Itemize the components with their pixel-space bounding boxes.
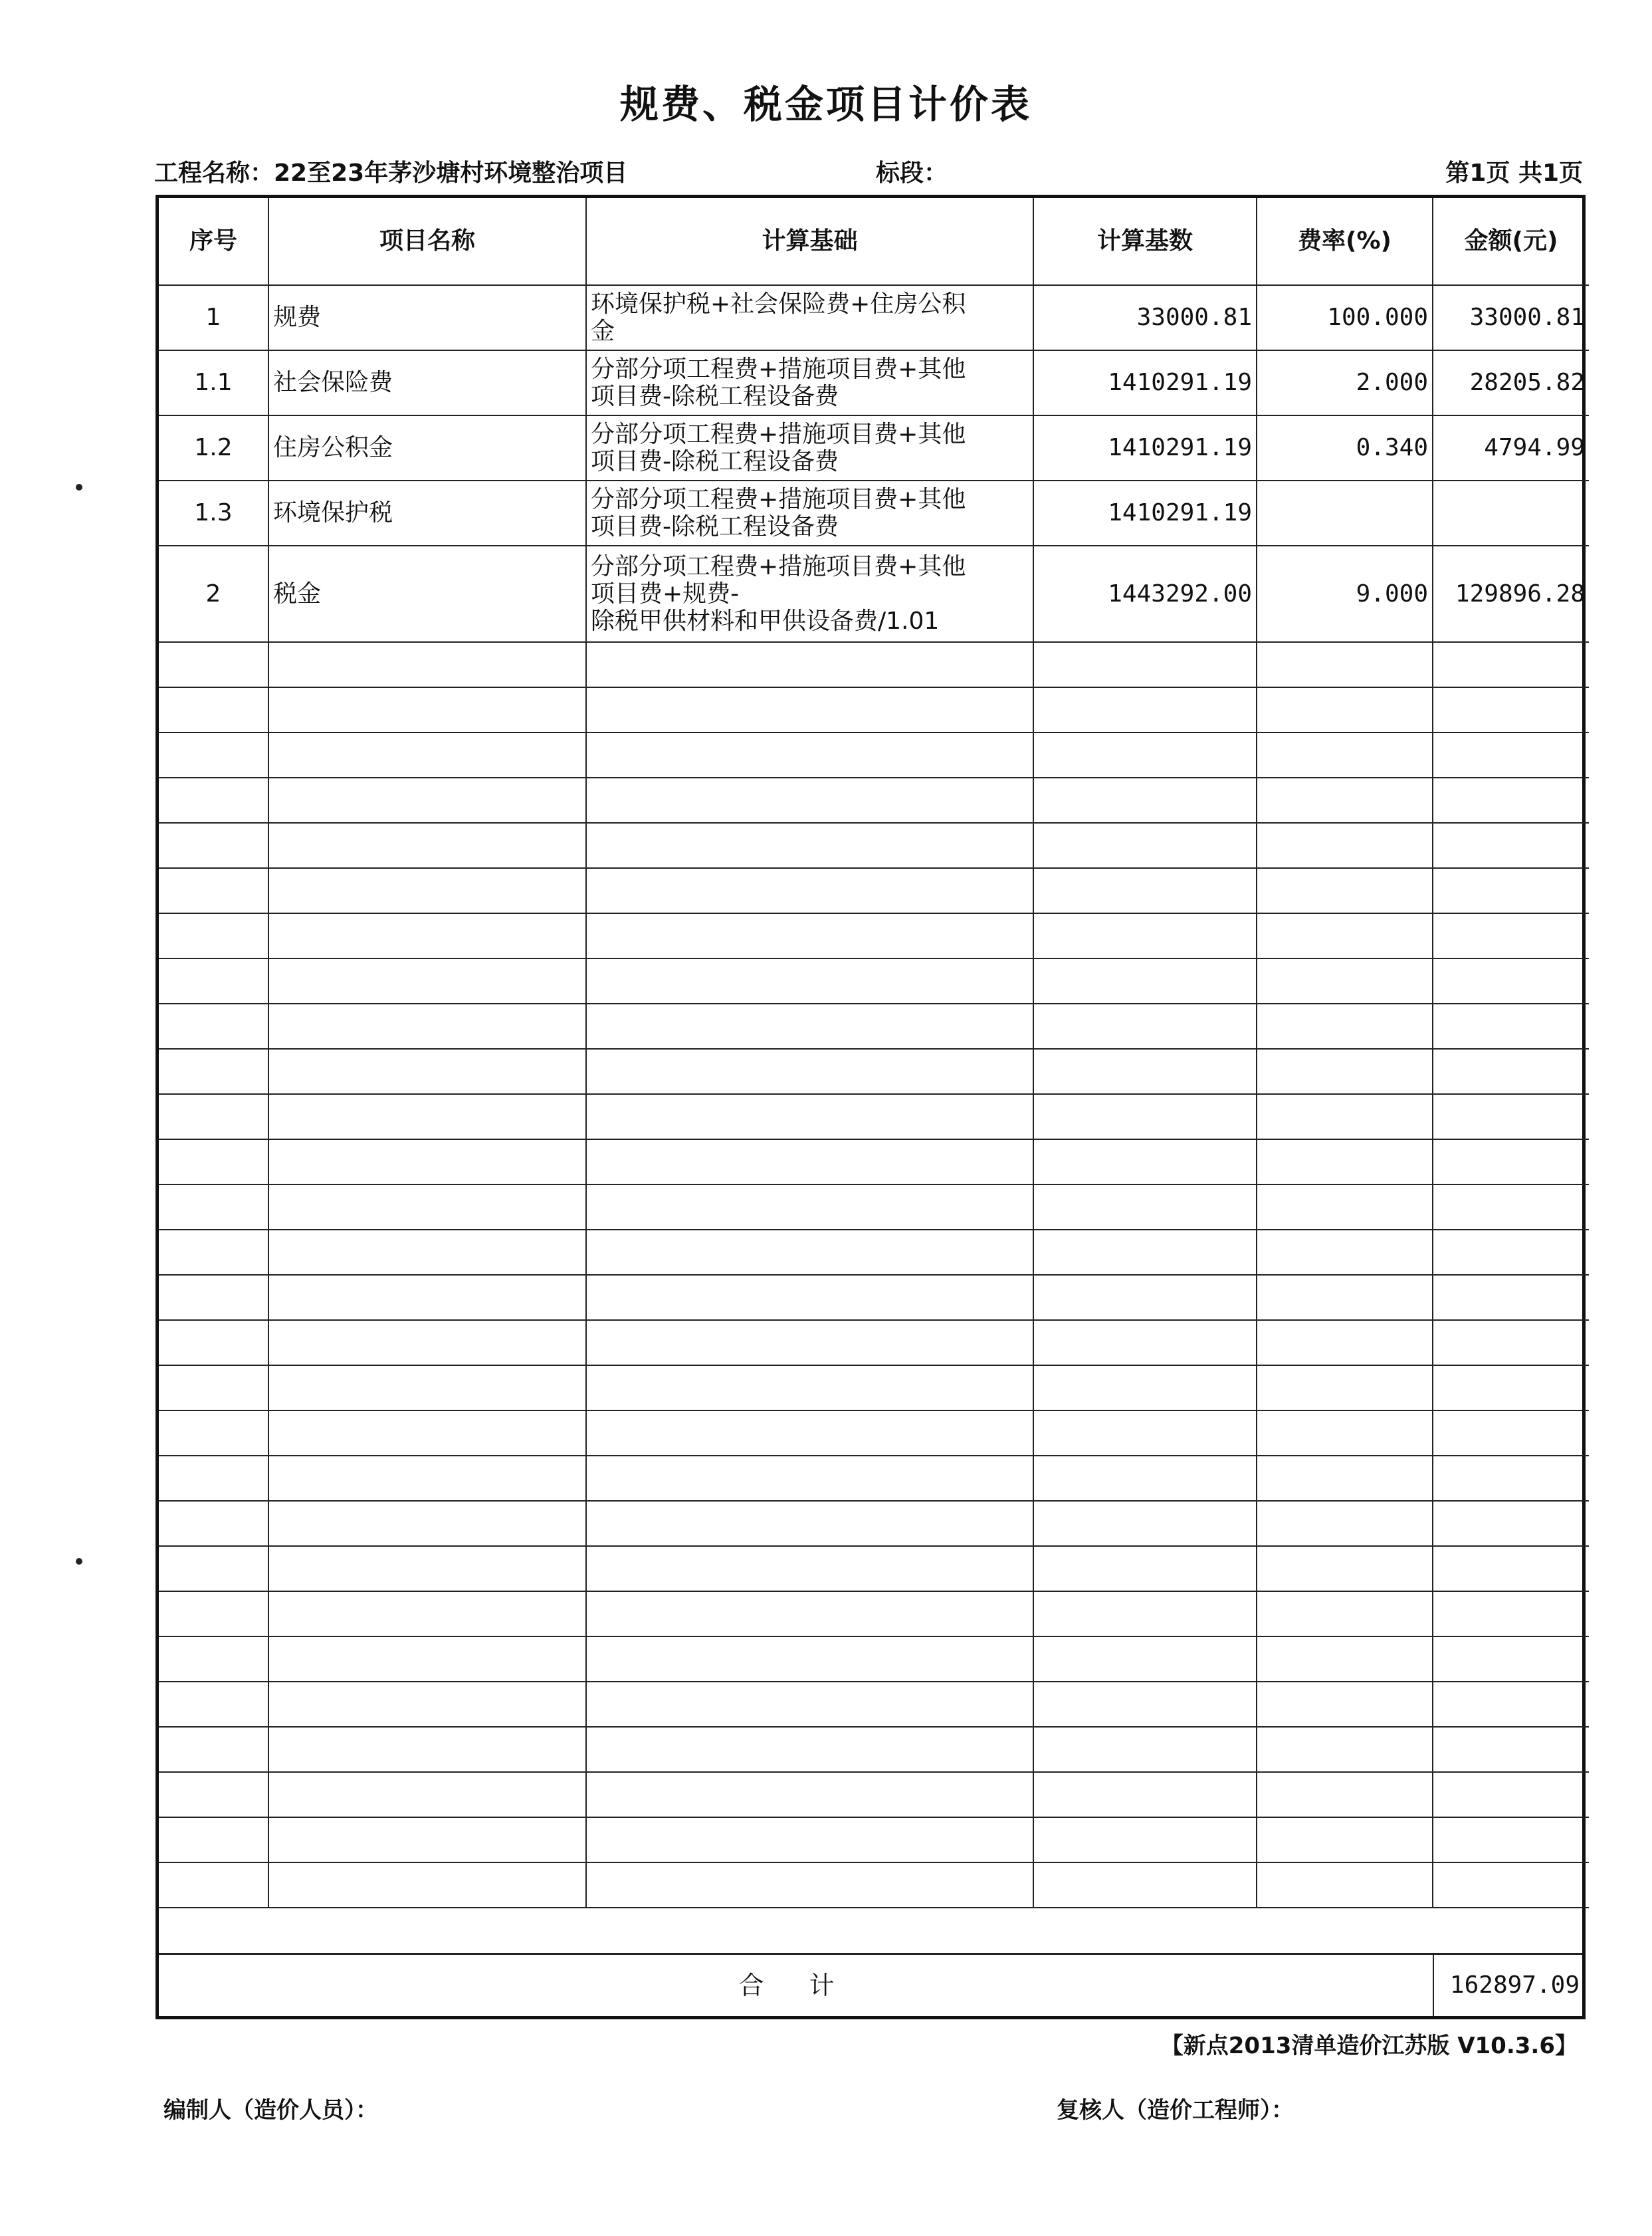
empty-cell <box>159 823 268 868</box>
empty-cell <box>586 1862 1033 1908</box>
empty-row <box>159 1365 1589 1410</box>
empty-cell <box>586 823 1033 868</box>
empty-cell <box>1033 1727 1257 1772</box>
empty-cell <box>159 732 268 778</box>
empty-cell <box>1257 1546 1433 1591</box>
cell-base: 1410291.19 <box>1033 350 1257 415</box>
empty-row <box>159 687 1589 732</box>
cell-basis: 分部分项工程费+措施项目费+其他 项目费-除税工程设备费 <box>586 415 1033 481</box>
empty-cell <box>586 913 1033 958</box>
page-title: 规费、税金项目计价表 <box>619 82 1032 127</box>
empty-cell <box>586 687 1033 732</box>
empty-row <box>159 1004 1589 1049</box>
empty-cell <box>1033 732 1257 778</box>
reviewer-signature: 复核人（造价工程师）： <box>1057 2097 1294 2124</box>
empty-cell <box>1033 1862 1257 1908</box>
empty-cell <box>159 1591 268 1636</box>
col-header-no: 序号 <box>159 198 268 285</box>
empty-cell <box>1033 642 1257 687</box>
empty-cell <box>268 1275 586 1320</box>
empty-cell <box>1433 1501 1589 1546</box>
empty-cell <box>268 1184 586 1230</box>
empty-cell <box>1257 1004 1433 1049</box>
empty-cell <box>268 1636 586 1682</box>
empty-cell <box>1257 1682 1433 1727</box>
empty-row <box>159 1862 1589 1908</box>
cell-amount: 33000.81 <box>1433 285 1589 350</box>
empty-cell <box>1433 1456 1589 1501</box>
empty-row <box>159 1230 1589 1275</box>
empty-cell <box>1033 1456 1257 1501</box>
empty-cell <box>586 1049 1033 1094</box>
empty-cell <box>1033 958 1257 1004</box>
empty-cell <box>586 732 1033 778</box>
empty-cell <box>1257 1456 1433 1501</box>
empty-cell <box>1257 778 1433 823</box>
empty-row <box>159 1094 1589 1139</box>
empty-cell <box>1433 958 1589 1004</box>
empty-cell <box>1257 1184 1433 1230</box>
empty-row <box>159 778 1589 823</box>
empty-cell <box>268 1817 586 1862</box>
col-header-base: 计算基数 <box>1033 198 1257 285</box>
empty-cell <box>1257 1501 1433 1546</box>
empty-cell <box>1433 1410 1589 1456</box>
empty-cell <box>586 1772 1033 1817</box>
table-row <box>159 481 1589 546</box>
empty-cell <box>586 1365 1033 1410</box>
empty-cell <box>1033 1410 1257 1456</box>
empty-cell <box>586 778 1033 823</box>
empty-cell <box>586 1230 1033 1275</box>
empty-cell <box>586 958 1033 1004</box>
empty-row <box>159 1275 1589 1320</box>
empty-row <box>159 868 1589 913</box>
empty-cell <box>1433 1817 1589 1862</box>
cell-amount: 129896.28 <box>1433 546 1589 642</box>
empty-cell <box>586 1094 1033 1139</box>
empty-cell <box>268 1501 586 1546</box>
col-header-rate: 费率(%) <box>1257 198 1433 285</box>
empty-cell <box>586 1184 1033 1230</box>
empty-cell <box>586 1817 1033 1862</box>
empty-cell <box>268 1546 586 1591</box>
empty-cell <box>1257 1139 1433 1184</box>
empty-cell <box>1033 1501 1257 1546</box>
cell-rate: 2.000 <box>1257 350 1433 415</box>
empty-cell <box>1257 1862 1433 1908</box>
total-row <box>159 1953 1582 2016</box>
empty-cell <box>268 1004 586 1049</box>
empty-cell <box>268 958 586 1004</box>
empty-cell <box>1033 913 1257 958</box>
empty-cell <box>1433 1591 1589 1636</box>
empty-cell <box>1257 1591 1433 1636</box>
empty-row <box>159 913 1589 958</box>
empty-cell <box>268 1320 586 1365</box>
empty-cell <box>1033 1591 1257 1636</box>
empty-row <box>159 1456 1589 1501</box>
empty-row <box>159 1546 1589 1591</box>
empty-cell <box>159 1320 268 1365</box>
cell-no: 2 <box>159 546 268 642</box>
cell-basis: 环境保护税+社会保险费+住房公积 金 <box>586 285 1033 350</box>
empty-cell <box>159 1230 268 1275</box>
table-row <box>159 415 1589 481</box>
cell-amount: 4794.99 <box>1433 415 1589 481</box>
empty-cell <box>268 732 586 778</box>
empty-cell <box>586 1275 1033 1320</box>
empty-cell <box>1033 1772 1257 1817</box>
empty-cell <box>1257 687 1433 732</box>
col-header-amount: 金额(元) <box>1433 198 1589 285</box>
empty-cell <box>1433 1682 1589 1727</box>
empty-cell <box>268 642 586 687</box>
empty-row <box>159 1320 1589 1365</box>
empty-cell <box>1257 1636 1433 1682</box>
empty-cell <box>1257 823 1433 868</box>
empty-row <box>159 1501 1589 1546</box>
empty-cell <box>586 642 1033 687</box>
empty-cell <box>1257 1410 1433 1456</box>
total-value: 162897.09 <box>1433 1955 1582 2016</box>
empty-cell <box>159 1365 268 1410</box>
empty-row <box>159 732 1589 778</box>
cell-basis: 分部分项工程费+措施项目费+其他 项目费-除税工程设备费 <box>586 481 1033 546</box>
empty-cell <box>1433 687 1589 732</box>
empty-cell <box>586 1727 1033 1772</box>
empty-cell <box>159 913 268 958</box>
empty-cell <box>1033 687 1257 732</box>
empty-cell <box>1433 1094 1589 1139</box>
empty-cell <box>268 913 586 958</box>
empty-cell <box>1433 1862 1589 1908</box>
empty-cell <box>1257 1230 1433 1275</box>
empty-cell <box>1257 868 1433 913</box>
empty-cell <box>586 1591 1033 1636</box>
empty-cell <box>1033 778 1257 823</box>
software-version: 【新点2013清单造价江苏版 V10.3.6】 <box>1160 2033 1578 2059</box>
empty-cell <box>268 823 586 868</box>
empty-row <box>159 1591 1589 1636</box>
empty-cell <box>159 1004 268 1049</box>
empty-cell <box>159 868 268 913</box>
empty-cell <box>586 1410 1033 1456</box>
cell-no: 1.3 <box>159 481 268 546</box>
empty-cell <box>268 687 586 732</box>
empty-cell <box>1033 1817 1257 1862</box>
empty-cell <box>159 1184 268 1230</box>
empty-cell <box>1433 1004 1589 1049</box>
empty-cell <box>268 1410 586 1456</box>
cell-amount <box>1433 481 1589 546</box>
section-label: 标段： <box>876 160 948 187</box>
empty-cell <box>1033 1320 1257 1365</box>
empty-cell <box>1033 868 1257 913</box>
empty-row <box>159 1184 1589 1230</box>
empty-cell <box>159 1817 268 1862</box>
empty-cell <box>159 1772 268 1817</box>
empty-cell <box>159 1862 268 1908</box>
empty-cell <box>159 778 268 823</box>
empty-cell <box>1033 1636 1257 1682</box>
empty-cell <box>586 1456 1033 1501</box>
empty-cell <box>268 1682 586 1727</box>
empty-cell <box>586 868 1033 913</box>
fee-tax-table <box>155 195 1586 2019</box>
project-name: 工程名称：22至23年茅沙塘村环境整治项目 <box>154 160 628 187</box>
empty-cell <box>159 687 268 732</box>
empty-cell <box>1433 1772 1589 1817</box>
cell-no: 1 <box>159 285 268 350</box>
empty-cell <box>586 1546 1033 1591</box>
empty-cell <box>586 1139 1033 1184</box>
empty-cell <box>159 1727 268 1772</box>
empty-cell <box>159 642 268 687</box>
empty-cell <box>1433 1139 1589 1184</box>
cell-rate: 0.340 <box>1257 415 1433 481</box>
empty-cell <box>268 1772 586 1817</box>
empty-cell <box>1257 1817 1433 1862</box>
cell-name: 住房公积金 <box>268 415 586 481</box>
empty-cell <box>159 1139 268 1184</box>
cell-name: 规费 <box>268 285 586 350</box>
empty-cell <box>268 1365 586 1410</box>
empty-cell <box>1033 1184 1257 1230</box>
empty-cell <box>1033 1546 1257 1591</box>
scan-mark <box>76 1558 82 1565</box>
empty-cell <box>1433 823 1589 868</box>
empty-cell <box>1433 1184 1589 1230</box>
empty-cell <box>1033 1230 1257 1275</box>
empty-cell <box>1257 732 1433 778</box>
empty-cell <box>1433 1320 1589 1365</box>
empty-row <box>159 642 1589 687</box>
empty-cell <box>586 1320 1033 1365</box>
empty-row <box>159 958 1589 1004</box>
empty-cell <box>1257 1365 1433 1410</box>
empty-cell <box>1257 1320 1433 1365</box>
cell-base: 33000.81 <box>1033 285 1257 350</box>
empty-row <box>159 1636 1589 1682</box>
cell-name: 社会保险费 <box>268 350 586 415</box>
empty-cell <box>1257 1727 1433 1772</box>
empty-cell <box>159 1501 268 1546</box>
empty-row <box>159 1772 1589 1817</box>
scan-mark <box>76 484 82 491</box>
empty-cell <box>268 1094 586 1139</box>
empty-cell <box>159 1049 268 1094</box>
cell-base: 1410291.19 <box>1033 415 1257 481</box>
empty-cell <box>1257 1094 1433 1139</box>
cell-base: 1410291.19 <box>1033 481 1257 546</box>
table-row <box>159 350 1589 415</box>
empty-cell <box>1257 1772 1433 1817</box>
empty-row <box>159 1139 1589 1184</box>
empty-cell <box>268 1862 586 1908</box>
empty-row <box>159 1049 1589 1094</box>
empty-cell <box>268 1727 586 1772</box>
empty-cell <box>1433 778 1589 823</box>
empty-cell <box>1033 1139 1257 1184</box>
empty-cell <box>1433 868 1589 913</box>
cell-rate: 100.000 <box>1257 285 1433 350</box>
empty-cell <box>1433 1727 1589 1772</box>
empty-cell <box>159 1094 268 1139</box>
empty-row <box>159 1682 1589 1727</box>
empty-cell <box>159 1636 268 1682</box>
table-header-row <box>159 198 1589 285</box>
cell-base: 1443292.00 <box>1033 546 1257 642</box>
empty-cell <box>1033 1365 1257 1410</box>
cell-amount: 28205.82 <box>1433 350 1589 415</box>
total-label: 合 计 <box>738 1971 853 2000</box>
cell-basis: 分部分项工程费+措施项目费+其他 项目费-除税工程设备费 <box>586 350 1033 415</box>
empty-cell <box>1033 1049 1257 1094</box>
empty-cell <box>159 1456 268 1501</box>
empty-row <box>159 823 1589 868</box>
empty-cell <box>268 1049 586 1094</box>
col-header-name: 项目名称 <box>268 198 586 285</box>
empty-cell <box>159 1275 268 1320</box>
empty-cell <box>1257 1049 1433 1094</box>
empty-row <box>159 1727 1589 1772</box>
empty-cell <box>1257 913 1433 958</box>
empty-cell <box>1433 913 1589 958</box>
table-row <box>159 285 1589 350</box>
empty-cell <box>1033 1682 1257 1727</box>
empty-cell <box>1257 642 1433 687</box>
cell-name: 税金 <box>268 546 586 642</box>
cell-rate: 9.000 <box>1257 546 1433 642</box>
empty-cell <box>1033 823 1257 868</box>
table-row <box>159 546 1589 642</box>
cell-no: 1.1 <box>159 350 268 415</box>
empty-cell <box>1033 1094 1257 1139</box>
empty-cell <box>159 958 268 1004</box>
empty-cell <box>1433 1546 1589 1591</box>
empty-cell <box>159 1546 268 1591</box>
empty-cell <box>1257 1275 1433 1320</box>
empty-cell <box>1433 1365 1589 1410</box>
empty-cell <box>1433 1636 1589 1682</box>
empty-cell <box>268 1230 586 1275</box>
empty-cell <box>586 1682 1033 1727</box>
empty-cell <box>586 1501 1033 1546</box>
empty-cell <box>1433 732 1589 778</box>
col-header-basis: 计算基础 <box>586 198 1033 285</box>
empty-cell <box>268 1456 586 1501</box>
cell-rate <box>1257 481 1433 546</box>
empty-cell <box>586 1004 1033 1049</box>
page-indicator: 第1页 共1页 <box>1445 160 1583 187</box>
empty-cell <box>268 868 586 913</box>
empty-cell <box>268 1591 586 1636</box>
empty-cell <box>586 1636 1033 1682</box>
preparer-signature: 编制人（造价人员）： <box>163 2097 378 2124</box>
empty-cell <box>1433 642 1589 687</box>
empty-cell <box>1433 1230 1589 1275</box>
empty-cell <box>268 1139 586 1184</box>
empty-cell <box>1433 1049 1589 1094</box>
empty-row <box>159 1410 1589 1456</box>
empty-cell <box>1033 1275 1257 1320</box>
empty-cell <box>1033 1004 1257 1049</box>
empty-cell <box>1257 958 1433 1004</box>
empty-cell <box>159 1410 268 1456</box>
empty-cell <box>1433 1275 1589 1320</box>
empty-row <box>159 1817 1589 1862</box>
empty-cell <box>159 1682 268 1727</box>
cell-name: 环境保护税 <box>268 481 586 546</box>
cell-no: 1.2 <box>159 415 268 481</box>
cell-basis: 分部分项工程费+措施项目费+其他 项目费+规费- 除税甲供材料和甲供设备费/1.01 <box>586 546 1033 642</box>
empty-cell <box>268 778 586 823</box>
